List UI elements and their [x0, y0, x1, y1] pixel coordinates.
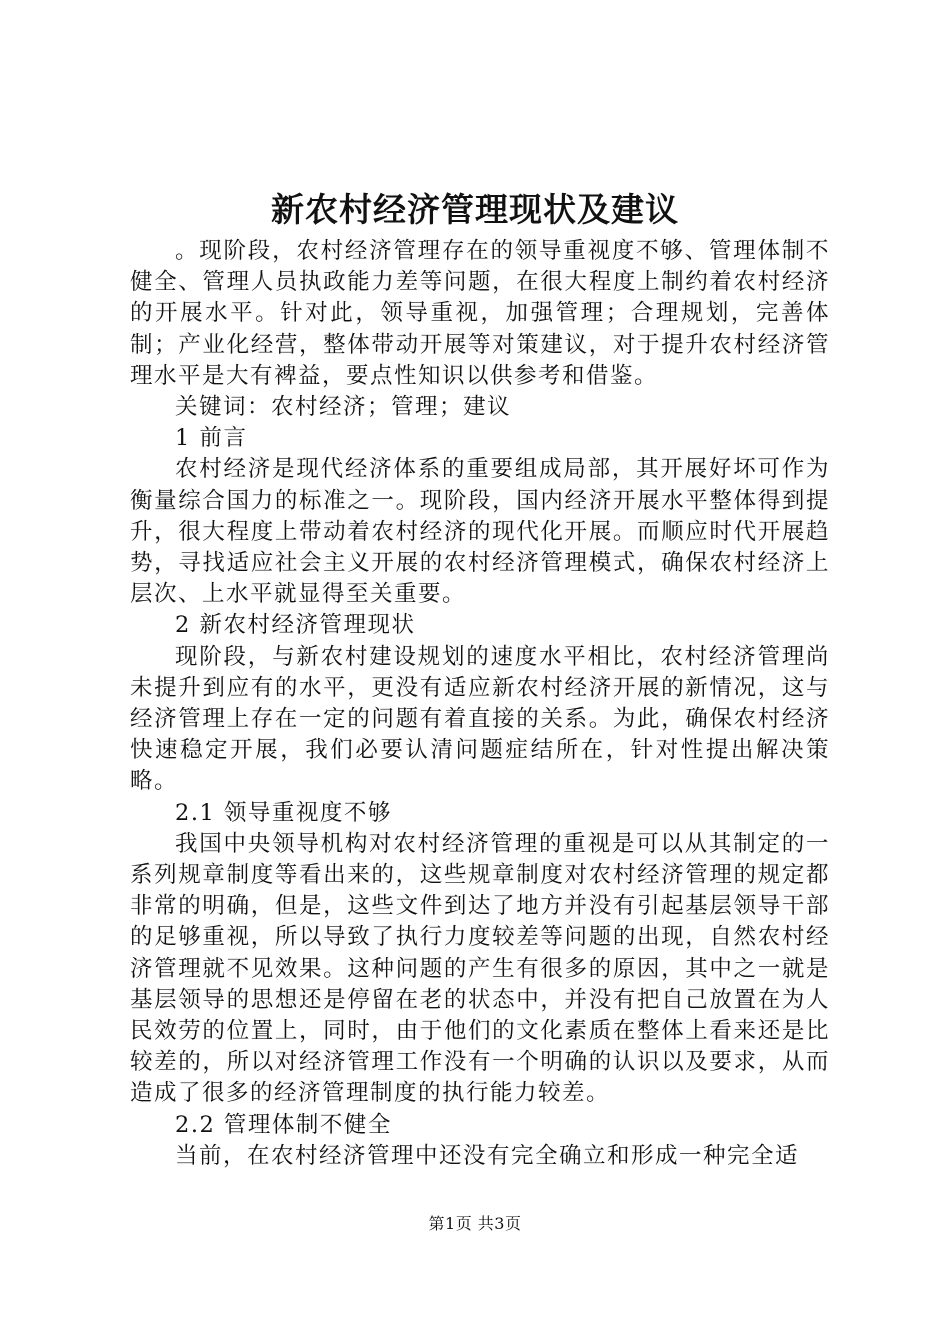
section-heading-2-2: 2.2 管理体制不健全 — [175, 1111, 392, 1138]
keywords-line: 关键词：农村经济；管理；建议 — [175, 394, 512, 421]
body-paragraph: 现阶段，与新农村建设规划的速度水平相比，农村经济管理尚未提升到应有的水平，更没有适应新农村经济开展的新情况，这与经济管理上存在一定的问题有着直接的关系。为此，确保农村经济快速稳定开展，我们必要认清问题症结所在，针对性提出解决策略。 — [130, 643, 830, 795]
body-paragraph: 农村经济是现代经济体系的重要组成局部，其开展好坏可作为衡量综合国力的标准之一。现阶段，国内经济开展水平整体得到提升，很大程度上带动着农村经济的现代化开展。而顺应时代开展趋势，寻找适应社会主义开展的农村经济管理模式，确保农村经济上层次、上水平就显得至关重要。 — [130, 456, 830, 608]
document-body — [130, 236, 830, 1172]
section-heading-1: 1 前言 — [175, 425, 248, 452]
document-title: 新农村经济管理现状及建议 — [271, 190, 679, 229]
abstract-paragraph: 。现阶段，农村经济管理存在的领导重视度不够、管理体制不健全、管理人员执政能力差等问题，在很大程度上制约着农村经济的开展水平。针对此，领导重视，加强管理；合理规划，完善体制；产业化经营，整体带动开展等对策建议，对于提升农村经济管理水平是大有裨益，要点性知识以供参考和借鉴。 — [130, 238, 830, 389]
body-paragraph: 当前，在农村经济管理中还没有完全确立和形成一种完全适 — [175, 1142, 800, 1169]
section-heading-2: 2 新农村经济管理现状 — [175, 612, 416, 639]
body-paragraph: 我国中央领导机构对农村经济管理的重视是可以从其制定的一系列规章制度等看出来的，这些规章制度对农村经济管理的规定都非常的明确，但是，这些文件到达了地方并没有引起基层领导干部的足够重视，所以导致了执行力度较差等问题的出现，自然农村经济管理就不见效果。这种问题的产生有很多的原因，其中之一就是基层领导的思想还是停留在老的状态中，并没有把自己放置在为人民效劳的位置上，同时，由于他们的文化素质在整体上看来还是比较差的，所以对经济管理工作没有一个明确的认识以及要求，从而造成了很多的经济管理制度的执行能力较差。 — [130, 830, 830, 1107]
page-number-footer: 第1页 共3页 — [428, 1214, 522, 1233]
section-heading-2-1: 2.1 领导重视度不够 — [175, 799, 392, 826]
